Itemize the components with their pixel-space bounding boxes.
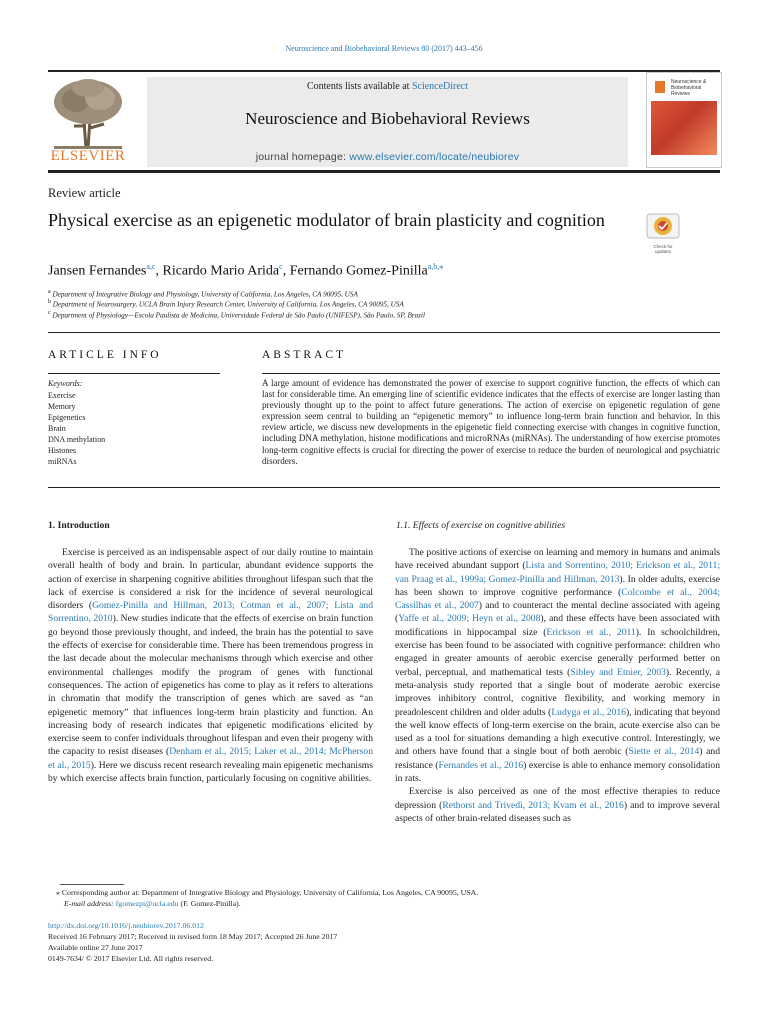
- keyword: Memory: [48, 402, 76, 411]
- abstract-text: A large amount of evidence has demonstrated the power of exercise to support cognitive function, the effects of which can last for considerable time. An emerging line of scientific evidence indicates that the effects of exercise are longer lasting than previously thought up to the point to affect future generations. The action of exercise on epigenetic regulation of gene expression seem central to building an “epigenetic memory” to influence long-term brain function and behavior. In this review article, we discuss new developments in the epigenetic field connecting exercise with changes in cognitive function, including DNA methylation, histone modifications and microRNAs (miRNAs). The understanding of how exercise promotes long-term cognitive effects is crucial for directing the power of exercise to reduce the burden of neurological and psychiatric disorders.: [262, 378, 720, 466]
- homepage-link[interactable]: www.elsevier.com/locate/neubiorev: [349, 151, 520, 163]
- journal-name: Neuroscience and Biobehavioral Reviews: [245, 109, 530, 128]
- affiliation-text: Department of Integrative Biology and Physiology, University of California, Los Angeles, CA 90095, USA: [52, 290, 358, 299]
- corresponding-author-note: ⁎ Corresponding author at: Department of Integrative Biology and Physiology, University of California, Los Angeles, CA 90095, USA.: [56, 888, 479, 897]
- journal-banner: [147, 77, 628, 167]
- subsection-paragraph-2: [395, 785, 720, 825]
- doi-link[interactable]: [48, 921, 204, 930]
- header-top-rule: [48, 70, 720, 72]
- received-dates: Received 16 February 2017; Received in revised form 18 May 2017; Accepted 26 June 2017: [48, 932, 338, 941]
- keyword: Brain: [48, 424, 66, 433]
- author-separator: ,: [282, 263, 290, 279]
- crossmark-icon: [646, 213, 680, 239]
- subsection-body: [395, 546, 720, 825]
- journal-homepage: [147, 151, 628, 163]
- citation-link[interactable]: Fernandes et al., 2016: [438, 759, 524, 771]
- abstract-heading: ABSTRACT: [262, 349, 347, 361]
- author-separator: ,: [155, 263, 163, 279]
- keyword: DNA methylation: [48, 435, 106, 444]
- citation-link[interactable]: Erickson et al., 2011: [546, 626, 636, 638]
- email-label: E-mail address:: [64, 899, 114, 908]
- copyright: 0149-7634/ © 2017 Elsevier Ltd. All rights reserved.: [48, 954, 214, 963]
- body-text: ). Here we discuss recent research revealing main epigenetic mechanisms by which exercise affects brain function, particularly focusing on cognitive abilities.: [48, 759, 373, 785]
- article-info-heading: ARTICLE INFO: [48, 349, 162, 361]
- elsevier-logo-text: ELSEVIER: [50, 148, 126, 164]
- affiliation-c: [48, 310, 425, 319]
- citation-link[interactable]: Siette et al., 2014: [628, 746, 700, 758]
- author-affiliation-marker[interactable]: a,c: [146, 262, 156, 271]
- body-text: ) and to counteract the mental decline associated with ageing (: [395, 600, 720, 625]
- elsevier-logo: [48, 76, 128, 166]
- citation-link[interactable]: Sibley and Etnier, 2003: [570, 666, 666, 678]
- email-note: [64, 899, 241, 908]
- check-for-updates-button[interactable]: [646, 213, 680, 254]
- introduction-heading: 1. Introduction: [48, 520, 110, 531]
- citation-link[interactable]: Rethorst and Trivedi, 2013; Kvam et al., 2016: [442, 799, 624, 811]
- author-affiliation-marker[interactable]: c: [279, 262, 283, 271]
- contents-prefix: Contents lists available at: [306, 81, 412, 92]
- citation-link[interactable]: Lista and Sorrentino, 2010; Erickson et al., 2011; van Praag et al., 1999a; Gomez-Pinilla and Hillman, 2013: [395, 560, 720, 585]
- keywords-label: Keywords:: [48, 379, 83, 388]
- author-name[interactable]: Fernando Gomez-Pinilla: [289, 263, 428, 279]
- affiliation-marker: b: [48, 299, 51, 305]
- article-type: Review article: [48, 186, 121, 200]
- affiliation-marker: c: [48, 310, 51, 316]
- body-text: Exercise is perceived as an indispensable aspect of our daily routine to maintain overall health of body and brain. In particular, abundant evidence supports the action of exercise in sharpening cognitive abilities throughout lifespan such that the lack of exercise is considered a risk for the incidence of several neurological disorders (: [48, 547, 373, 612]
- article-title: Physical exercise as an epigenetic modulator of brain plasticity and cognition: [48, 210, 605, 230]
- footnote-rule: [60, 884, 124, 885]
- crossmark-label: Check for updates: [653, 244, 673, 254]
- header-bottom-rule: [48, 170, 720, 173]
- homepage-prefix: journal homepage:: [255, 151, 350, 163]
- body-text: ). Recently, a meta-analysis study reported that a single bout of moderate aerobic exercise improves inhibitory control, cognitive flexibility, and working memory in preadolescent children and older adults (: [395, 666, 720, 718]
- body-text: ). In older adults, exercise has been shown to improve cognitive performance (: [395, 573, 720, 598]
- body-text: ). In schoolchildren, exercise has been found to be associated with cognitive performance: children who engaged in greater amounts of aerobic exercise generally performed better on verbal, perceptual, and mathematical tests (: [395, 626, 720, 678]
- affiliation-a: [48, 289, 358, 298]
- body-text: ). New studies indicate that the effects of exercise on brain function go beyond those previously thought, and indeed, the brain has the potential to save the effects of exercise for considerable time. There has been tremendous progress in the last decade about the molecular mechanisms through which exercise and other environmental challenges modify the program of genes with functional consequences. The action of epigenetics has come to play as it refers to alterations in chromatin that modify the transcription of genes which are saved as “an epigenetic memory” that influences long-term brain plasticity and function. An increasing body of research indicates that epigenetic modifications elicited by exercise seem to confer individuals throughout lifespan and even their progeny with the capacity to resist diseases (: [48, 613, 373, 758]
- introduction-body: [48, 546, 373, 785]
- body-text: The positive actions of exercise on learning and memory in humans and animals have received abundant support (: [395, 547, 720, 572]
- citation-link[interactable]: Denham et al., 2015; Laker et al., 2014; McPherson et al., 2015: [48, 746, 373, 771]
- email-suffix: (F. Gomez-Pinilla).: [180, 899, 241, 908]
- section-rule: [48, 487, 720, 488]
- cover-image: [651, 101, 717, 155]
- section-rule: [48, 332, 720, 333]
- sciencedirect-link[interactable]: ScienceDirect: [411, 81, 469, 92]
- author-list: [48, 262, 443, 280]
- journal-reference[interactable]: Neuroscience and Biobehavioral Reviews 80 (2017) 443–456: [285, 44, 483, 53]
- keyword: Epigenetics: [48, 413, 86, 422]
- contents-available: [147, 81, 628, 92]
- citation-link[interactable]: Ludyga et al., 2016: [551, 706, 626, 718]
- cover-logo-mark: [655, 81, 665, 93]
- available-online: Available online 27 June 2017: [48, 943, 143, 952]
- article-info-rule: [48, 373, 220, 374]
- body-text: Exercise is also perceived as one of the most effective therapies to reduce depression (: [395, 786, 720, 811]
- body-text: ) and resistance (: [395, 746, 720, 771]
- citation-link[interactable]: Gomez-Pinilla and Hillman, 2013; Cotman et al., 2007; Lista and Sorrentino, 2010: [48, 600, 373, 625]
- doi-text[interactable]: http://dx.doi.org/10.1016/j.neubiorev.2017.06.012: [48, 921, 204, 930]
- introduction-paragraph: [48, 546, 373, 785]
- author-affiliation-marker[interactable]: a,b,⁎: [427, 262, 444, 271]
- citation-link[interactable]: Yaffe et al., 2009; Heyn et al., 2008: [398, 613, 541, 625]
- affiliation-b: [48, 299, 404, 308]
- abstract-rule: [262, 373, 720, 374]
- email-link[interactable]: fgomezpi@ucla.edu: [115, 899, 179, 908]
- affiliation-text: Department of Physiology—Escola Paulista de Medicina, Universidade Federal de São Paulo (UNIFESP), São Paulo, SP, Brazil: [52, 311, 426, 320]
- author-name[interactable]: Jansen Fernandes: [48, 263, 147, 279]
- body-text: ), and these effects have been associated with modifications in hippocampal size (: [395, 613, 720, 638]
- body-text: ) exercise is able to enhance memory consolidation in rats.: [395, 759, 720, 785]
- keyword: Histones: [48, 446, 76, 455]
- keyword: Exercise: [48, 391, 76, 400]
- keyword-list: [48, 390, 105, 467]
- body-text: ) and to improve several aspects of other brain-related diseases such as: [395, 799, 720, 824]
- citation-link[interactable]: Colcombe et al., 2004; Cassilhas et al., 2007: [395, 586, 720, 612]
- subsection-heading: 1.1. Effects of exercise on cognitive abilities: [396, 520, 566, 531]
- body-text: ), indicating that beyond the well know effects of long-term exercise on the brain, acute exercise also can be used as a tool for situations demanding a high executive control. Interestingly, we and others have found that a single bout of both aerobic (: [395, 706, 720, 758]
- cover-title: Neuroscience & Biobehavioral Reviews: [671, 79, 707, 97]
- subsection-paragraph-1: [395, 546, 720, 785]
- affiliation-text: Department of Neurosurgery, UCLA Brain Injury Research Center, University of California, Los Angeles, CA 90095, USA: [52, 300, 404, 309]
- affiliation-marker: a: [48, 289, 51, 295]
- journal-cover[interactable]: [646, 72, 722, 168]
- keyword: miRNAs: [48, 457, 77, 466]
- author-name[interactable]: Ricardo Mario Arida: [162, 263, 280, 279]
